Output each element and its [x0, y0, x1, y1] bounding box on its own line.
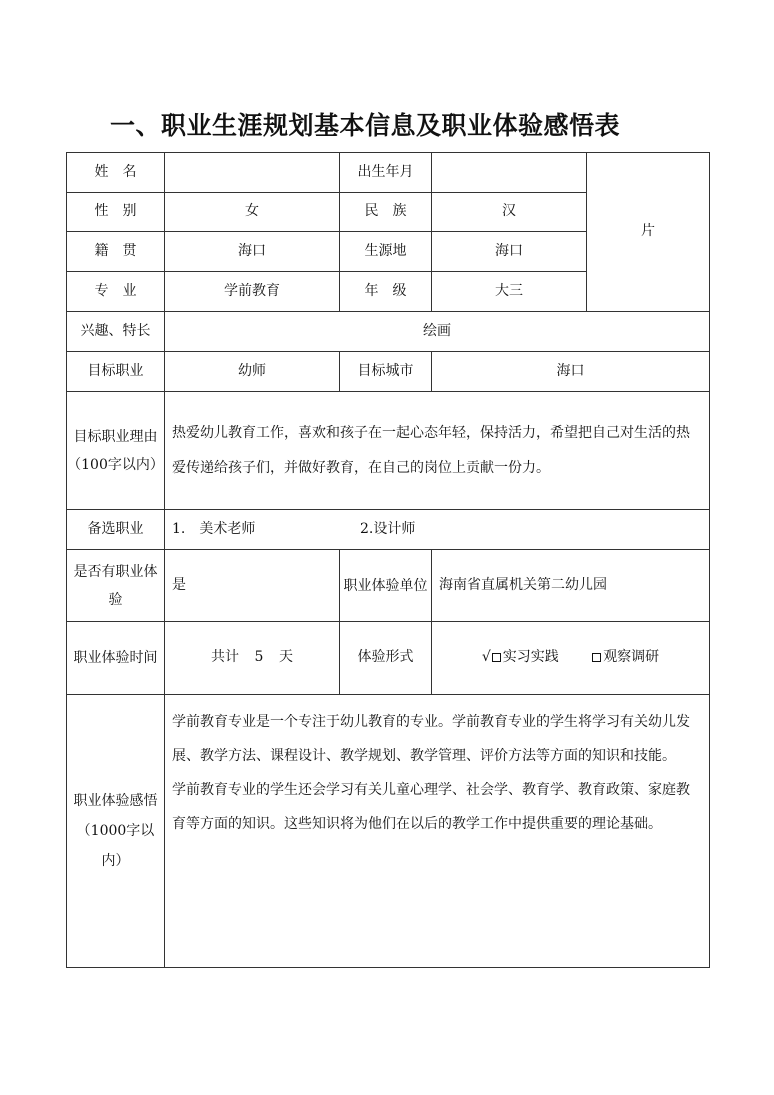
- experience-unit-value[interactable]: 海南省直属机关第二幼儿园: [432, 550, 710, 622]
- target-city-label: 目标城市: [340, 352, 432, 392]
- native-place-label: 籍 贯: [67, 232, 165, 272]
- reflection-label: 职业体验感悟（1000字以内）: [67, 695, 165, 968]
- has-experience-label: 是否有职业体验: [67, 550, 165, 622]
- row-name-birth: [67, 153, 710, 193]
- option-observation-label: 观察调研: [603, 649, 660, 666]
- career-info-table: [66, 152, 710, 968]
- grade-label: 年 级: [340, 272, 432, 312]
- reflection-value[interactable]: [165, 695, 710, 968]
- experience-unit-label: 职业体验单位: [340, 550, 432, 622]
- name-label: 姓 名: [67, 153, 165, 193]
- photo-cell: [587, 153, 710, 312]
- alt-jobs-value[interactable]: [165, 510, 710, 550]
- alt-jobs-label: 备选职业: [67, 510, 165, 550]
- page-title: [0, 106, 774, 142]
- option-internship-label: 实习实践: [502, 649, 559, 666]
- origin-label: 生源地: [340, 232, 432, 272]
- experience-form-options: [432, 622, 710, 695]
- alt-job-2: 2.设计师: [360, 520, 416, 537]
- major-label: 专 业: [67, 272, 165, 312]
- target-job-value[interactable]: 幼师: [165, 352, 340, 392]
- reflection-paragraph-1: 学前教育专业是一个专注于幼儿教育的专业。学前教育专业的学生将学习有关幼儿发展、教学方法、课程设计、教学规划、教学管理、评价方法等方面的知识和技能。: [172, 714, 690, 764]
- row-reflection: [67, 695, 710, 968]
- row-hobby: [67, 312, 710, 352]
- row-experience-time: [67, 622, 710, 695]
- row-target-reason: [67, 392, 710, 510]
- checkbox-icon: [492, 653, 501, 662]
- native-place-value[interactable]: 海口: [165, 232, 340, 272]
- experience-days: 5: [254, 649, 264, 666]
- alt-job-1: 1. 美术老师: [172, 520, 256, 537]
- checkbox-icon: [592, 653, 601, 662]
- check-mark-icon: √: [481, 649, 491, 666]
- grade-value[interactable]: 大三: [432, 272, 587, 312]
- target-reason-label: 目标职业理由（100字以内）: [67, 392, 165, 510]
- has-experience-value[interactable]: 是: [165, 550, 340, 622]
- row-experience: [67, 550, 710, 622]
- hobby-label: 兴趣、特长: [67, 312, 165, 352]
- experience-form-label: 体验形式: [340, 622, 432, 695]
- photo-label: 片: [641, 223, 655, 240]
- ethnicity-label: 民 族: [340, 193, 432, 232]
- option-observation[interactable]: [591, 649, 659, 665]
- experience-time-suffix: 天: [279, 649, 293, 666]
- page-title-text: 一、职业生涯规划基本信息及职业体验感悟表: [109, 111, 620, 140]
- origin-value[interactable]: 海口: [432, 232, 587, 272]
- hobby-value[interactable]: 绘画: [165, 312, 710, 352]
- experience-time-value[interactable]: [165, 622, 340, 695]
- ethnicity-value[interactable]: 汉: [432, 193, 587, 232]
- experience-time-label: 职业体验时间: [67, 622, 165, 695]
- gender-label: 性 别: [67, 193, 165, 232]
- gender-value[interactable]: 女: [165, 193, 340, 232]
- birth-label: 出生年月: [340, 153, 432, 193]
- target-reason-value[interactable]: 热爱幼儿教育工作，喜欢和孩子在一起心态年轻，保持活力，希望把自己对生活的热爱传递给孩子们，并做好教育，在自己的岗位上贡献一份力。: [165, 392, 710, 510]
- row-alt-jobs: [67, 510, 710, 550]
- name-value[interactable]: [165, 153, 340, 193]
- experience-time-prefix: 共计: [211, 649, 239, 666]
- row-target: [67, 352, 710, 392]
- target-job-label: 目标职业: [67, 352, 165, 392]
- major-value[interactable]: 学前教育: [165, 272, 340, 312]
- birth-value[interactable]: [432, 153, 587, 193]
- target-city-value[interactable]: 海口: [432, 352, 710, 392]
- option-internship[interactable]: [482, 649, 559, 665]
- reflection-paragraph-2: 学前教育专业的学生还会学习有关儿童心理学、社会学、教育学、教育政策、家庭教育等方面的知识。这些知识将为他们在以后的教学工作中提供重要的理论基础。: [172, 782, 690, 832]
